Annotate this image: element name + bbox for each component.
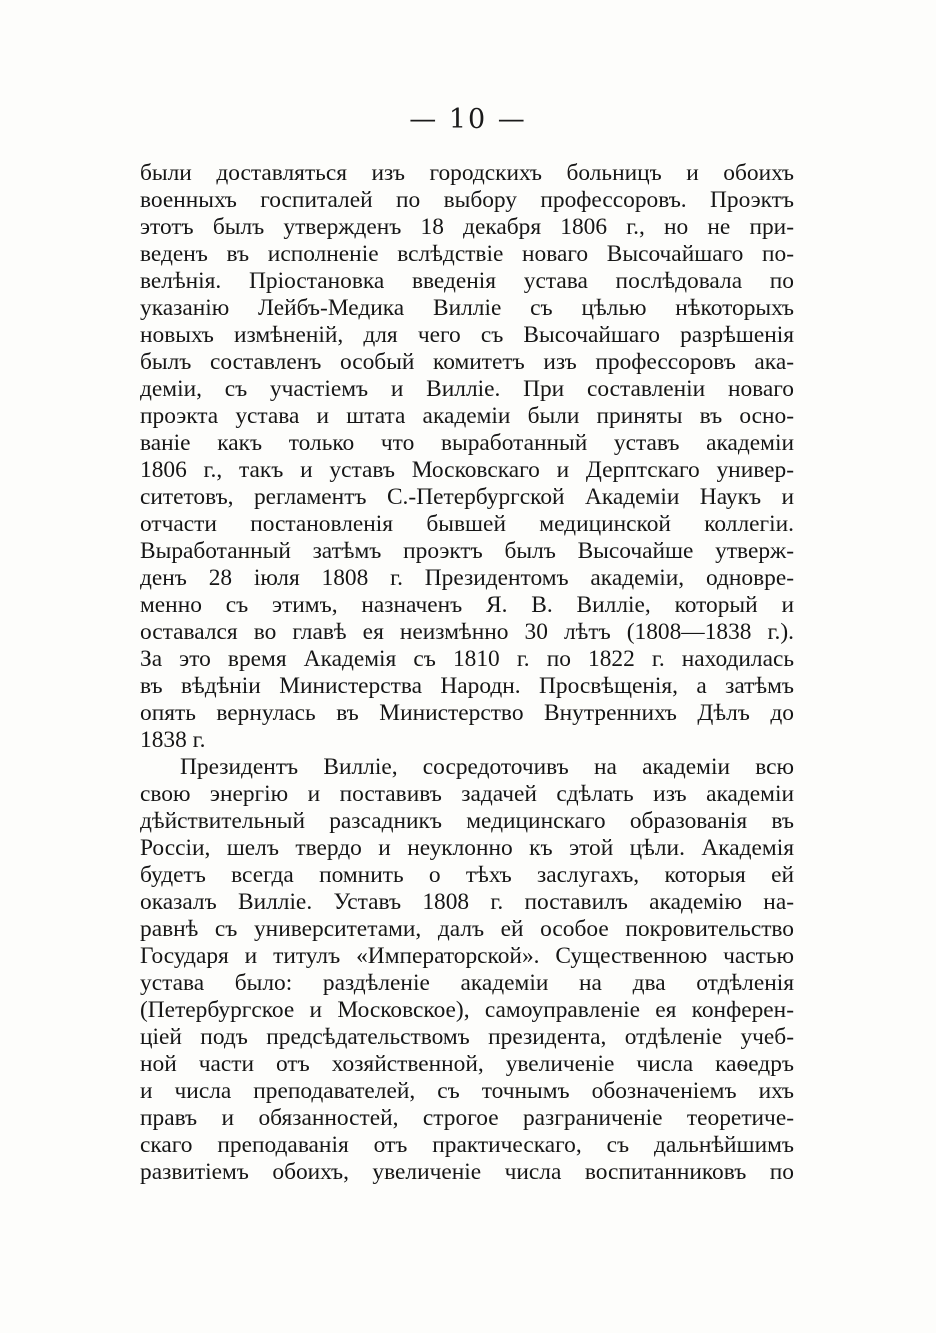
text-line: велѣнія. Пріостановка введенія устава послѣдовала по	[140, 268, 794, 294]
text-line: этотъ былъ утвержденъ 18 декабря 1806 г., но не при-	[140, 214, 794, 240]
text-line: оставался во главѣ ея неизмѣнно 30 лѣтъ (1808—1838 г.).	[140, 619, 794, 645]
text-line: устава было: раздѣленіе академіи на два отдѣленія	[140, 970, 794, 996]
page-number: — 10 —	[409, 104, 527, 135]
paragraph	[140, 754, 794, 1186]
text-line: 1806 г., такъ и уставъ Московскаго и Дерптскаго универ-	[140, 457, 794, 483]
text-line: ситетовъ, регламентъ С.-Петербургской Академіи Наукъ и	[140, 484, 794, 510]
text-line: дѣйствительный разсадникъ медицинскаго образованія въ	[140, 808, 794, 834]
text-line: Выработанный затѣмъ проэктъ былъ Высочайше утверж-	[140, 538, 794, 564]
text-line: Государя и титулъ «Императорской». Существенною частью	[140, 943, 794, 969]
text-line: указанію Лейбъ-Медика Виллie съ цѣлью нѣкоторыхъ	[140, 295, 794, 321]
text-line: были доставляться изъ городскихъ больницъ и обоихъ	[140, 160, 794, 186]
text-line: былъ составленъ особый комитетъ изъ профессоровъ ака-	[140, 349, 794, 375]
text-line: Россіи, шелъ твердо и неуклонно къ этой цѣли. Академія	[140, 835, 794, 861]
text-line: свою энергію и поставивъ задачей сдѣлать изъ академіи	[140, 781, 794, 807]
text-line: правъ и обязанностей, строгое разграниченіе теоретиче-	[140, 1105, 794, 1131]
text-line: проэкта устава и штата академіи были приняты въ осно-	[140, 403, 794, 429]
text-line: будетъ всегда помнить о тѣхъ заслугахъ, которыя ей	[140, 862, 794, 888]
text-line: скаго преподаванія отъ практическаго, съ дальнѣйшимъ	[140, 1132, 794, 1158]
text-line: опять вернулась въ Министерство Внутреннихъ Дѣлъ до	[140, 700, 794, 726]
text-line: менно съ этимъ, назначенъ Я. В. Виллie, который и	[140, 592, 794, 618]
text-line: ваніе какъ только что выработанный уставъ академіи	[140, 430, 794, 456]
text-line: ціей подъ предсѣдательствомъ президента, отдѣленіе учеб-	[140, 1024, 794, 1050]
text-line: деміи, съ участіемъ и Виллie. При составленіи новаго	[140, 376, 794, 402]
body-text	[140, 160, 794, 1186]
text-line: равнѣ съ университетами, далъ ей особое покровительство	[140, 916, 794, 942]
text-line: ной части отъ хозяйственной, увеличеніе числа каѳедръ	[140, 1051, 794, 1077]
text-line: веденъ въ исполненіе вслѣдствіе новаго Высочайшаго по-	[140, 241, 794, 267]
text-line: отчасти постановленія бывшей медицинской коллегіи.	[140, 511, 794, 537]
paragraph	[140, 160, 794, 754]
text-line: и числа преподавателей, съ точнымъ обозначеніемъ ихъ	[140, 1078, 794, 1104]
text-line: Президентъ Виллie, сосредоточивъ на академіи всю	[180, 754, 794, 780]
text-line: новыхъ измѣненій, для чего съ Высочайшаго разрѣшенія	[140, 322, 794, 348]
text-line: За это время Академія съ 1810 г. по 1822 г. находилась	[140, 646, 794, 672]
text-line: 1838 г.	[140, 727, 206, 753]
text-line: въ вѣдѣніи Министерства Народн. Просвѣщенія, а затѣмъ	[140, 673, 794, 699]
text-line: (Петербургское и Московское), самоуправленіе ея конферен-	[140, 997, 794, 1023]
text-line: развитіемъ обоихъ, увеличеніе числа воспитанниковъ по	[140, 1159, 794, 1185]
text-line: денъ 28 іюля 1808 г. Президентомъ академіи, одновре-	[140, 565, 794, 591]
text-line: оказалъ Виллie. Уставъ 1808 г. поставилъ академію на-	[140, 889, 794, 915]
text-line: военныхъ госпиталей по выбору профессоровъ. Проэктъ	[140, 187, 794, 213]
